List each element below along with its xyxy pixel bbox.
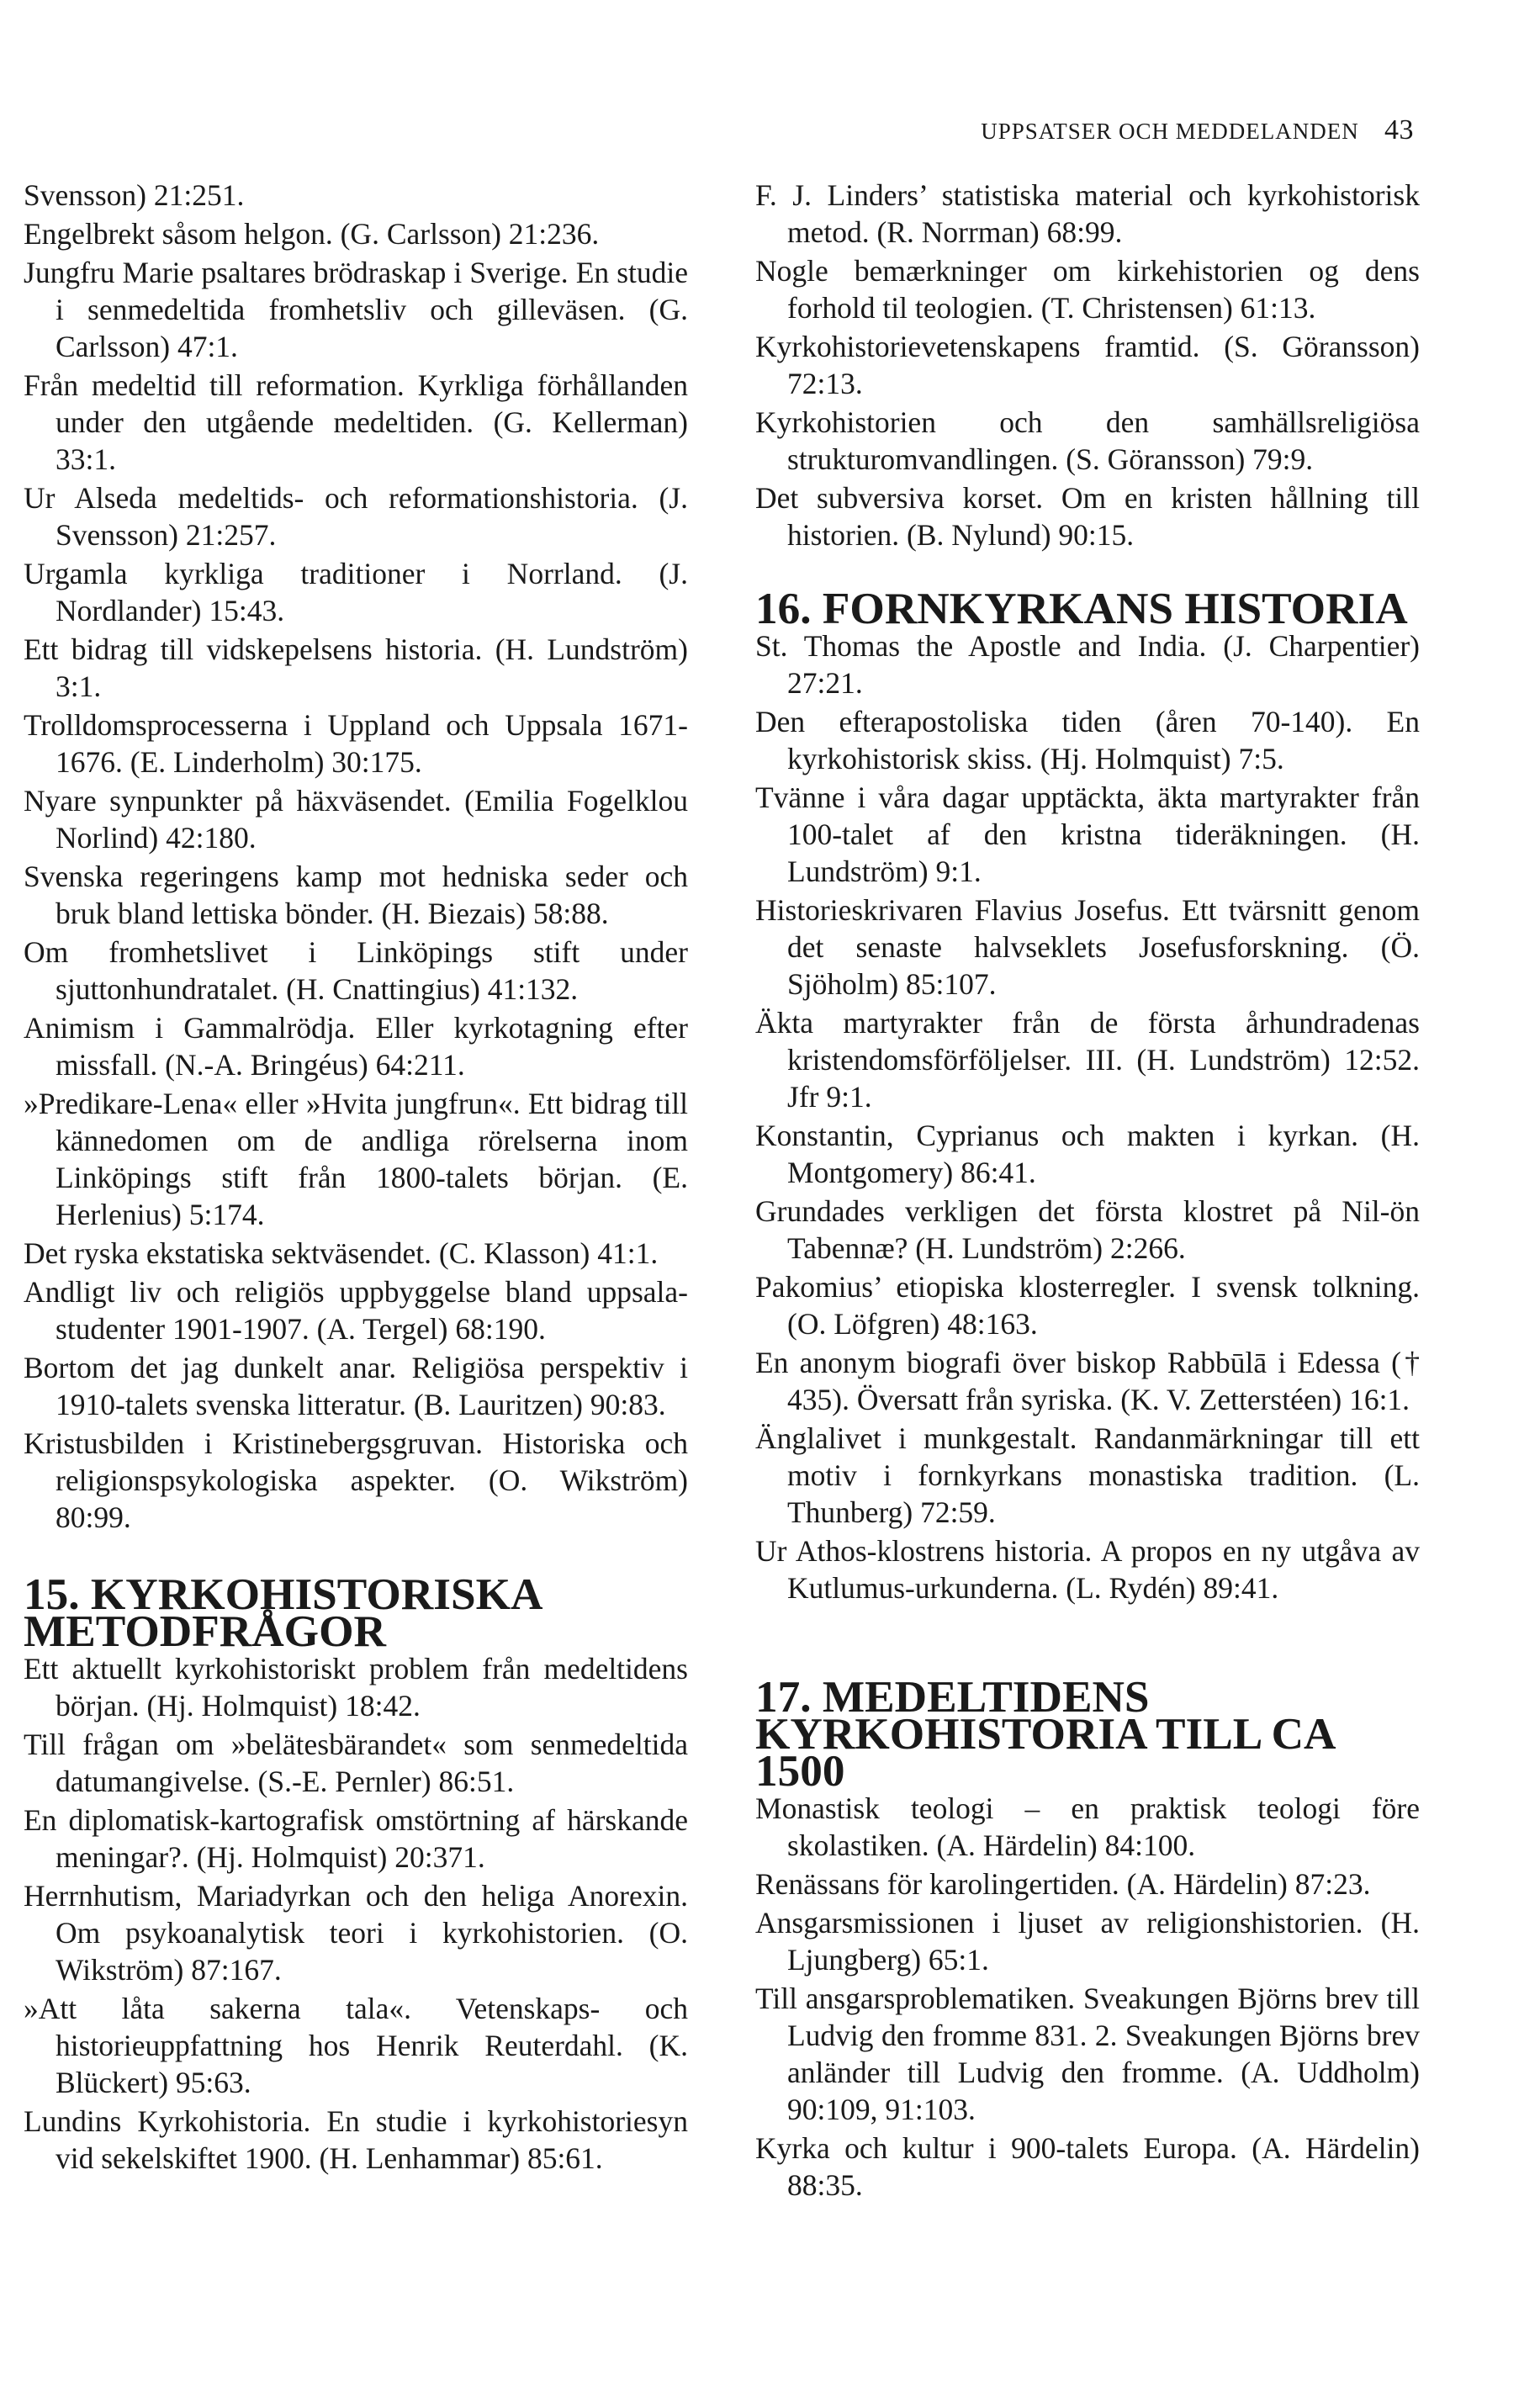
bibliography-entry: Äkta martyrakter från de första århundradenas kristendomsförföljelser. III. (H. Lundström) 12:52. Jfr 9:1. (755, 1006, 1420, 1114)
left-column (24, 177, 688, 2178)
bibliography-entry: Från medeltid till reformation. Kyrkliga förhållanden under den utgående medeltiden. (G. Kellerman) 33:1. (24, 368, 688, 476)
page-number: 43 (1384, 114, 1414, 146)
running-head-title: UPPSATSER OCH MEDDELANDEN (981, 119, 1359, 144)
bibliography-entry: Till frågan om »belätesbärandet« som senmedeltida datumangivelse. (S.-E. Pernler) 86:51. (24, 1728, 688, 1798)
bibliography-entry: Andligt liv och religiös uppbyggelse bland uppsala-studenter 1901-1907. (A. Tergel) 68:190. (24, 1275, 688, 1346)
bibliography-entry: Historieskrivaren Flavius Josefus. Ett tvärsnitt genom det senaste halvseklets Josefusforskning. (Ö. Sjöholm) 85:107. (755, 893, 1420, 1001)
bibliography-entry: Det ryska ekstatiska sektväsendet. (C. Klasson) 41:1. (24, 1236, 659, 1270)
bibliography-entry: Pakomius’ etiopiska klosterregler. I svensk tolkning. (O. Löfgren) 48:163. (755, 1270, 1420, 1341)
section-heading-17: 17. MEDELTIDENS KYRKOHISTORIA TILL CA 1500 (755, 1672, 1334, 1796)
bibliography-entry: Renässans för karolingertiden. (A. Härdelin) 87:23. (755, 1867, 1371, 1901)
bibliography-entry: »Att låta sakerna tala«. Vetenskaps- och historieuppfattning hos Henrik Reuterdahl. (K. Blückert) 95:63. (24, 1992, 688, 2099)
bibliography-entry: Nogle bemærkninger om kirkehistorien og dens forhold til teologien. (T. Christensen) 61:13. (755, 254, 1420, 325)
bibliography-entry: Kyrkohistorien och den samhällsreligiösa strukturomvandlingen. (S. Göransson) 79:9. (755, 405, 1420, 476)
bibliography-entry: En anonym biografi över biskop Rabbūlā i Edessa († 435). Översatt från syriska. (K. V. Zetterstéen) 16:1. (755, 1346, 1420, 1416)
bibliography-entry: Kyrka och kultur i 900-talets Europa. (A. Härdelin) 88:35. (755, 2131, 1420, 2202)
section-heading-15: 15. KYRKOHISTORISKA METODFRÅGOR (24, 1569, 541, 1656)
bibliography-entry: Änglalivet i munkgestalt. Randanmärkningar till ett motiv i fornkyrkans monastiska tradition. (L. Thunberg) 72:59. (755, 1421, 1420, 1529)
bibliography-entry: Svensson) 21:251. (24, 178, 245, 212)
bibliography-entry: Ur Athos-klostrens historia. A propos en ny utgåva av Kutlumus-urkunderna. (L. Rydén) 89:41. (755, 1534, 1420, 1605)
bibliography-entry: En diplomatisk-kartografisk omstörtning af härskande meningar?. (Hj. Holmquist) 20:371. (24, 1803, 688, 1874)
bibliography-entry: Ansgarsmissionen i ljuset av religionshistorien. (H. Ljungberg) 65:1. (755, 1906, 1420, 1977)
bibliography-entry: Grundades verkligen det första klostret på Nil-ön Tabennæ? (H. Lundström) 2:266. (755, 1194, 1420, 1265)
bibliography-entry: St. Thomas the Apostle and India. (J. Charpentier) 27:21. (755, 629, 1420, 700)
bibliography-entry: Animism i Gammalrödja. Eller kyrkotagning efter missfall. (N.-A. Bringéus) 64:211. (24, 1011, 688, 1082)
bibliography-entry: Till ansgarsproblematiken. Sveakungen Björns brev till Ludvig den fromme 831. 2. Sveakungen Björns brev anländer till Ludvig den fromme. (A. Uddholm) 90:109, 91:103. (755, 1982, 1420, 2126)
bibliography-entry: Bortom det jag dunkelt anar. Religiösa perspektiv i 1910-talets svenska litteratur. (B. Lauritzen) 90:83. (24, 1351, 688, 1421)
bibliography-entry: Den efterapostoliska tiden (åren 70-140). En kyrkohistorisk skiss. (Hj. Holmquist) 7:5. (755, 705, 1420, 775)
bibliography-entry: Jungfru Marie psaltares brödraskap i Sverige. En studie i senmedeltida fromhetsliv och gilleväsen. (G. Carlsson) 47:1. (24, 256, 688, 363)
bibliography-entry: Herrnhutism, Mariadyrkan och den heliga Anorexin. Om psykoanalytisk teori i kyrkohistorien. (O. Wikström) 87:167. (24, 1879, 688, 1987)
running-head (981, 114, 1414, 146)
bibliography-entry: »Predikare-Lena« eller »Hvita jungfrun«. Ett bidrag till kännedomen om de andliga rörelserna inom Linköpings stift från 1800-talets början. (E. Herlenius) 5:174. (24, 1087, 688, 1231)
bibliography-entry: Det subversiva korset. Om en kristen hållning till historien. (B. Nylund) 90:15. (755, 481, 1420, 552)
bibliography-entry: Monastisk teologi – en praktisk teologi före skolastiken. (A. Härdelin) 84:100. (755, 1791, 1420, 1862)
bibliography-entry: Ett bidrag till vidskepelsens historia. (H. Lundström) 3:1. (24, 632, 688, 703)
bibliography-entry: Lundins Kyrkohistoria. En studie i kyrkohistoriesyn vid sekelskiftet 1900. (H. Lenhammar) 85:61. (24, 2104, 688, 2175)
bibliography-entry: Nyare synpunkter på häxväsendet. (Emilia Fogelklou Norlind) 42:180. (24, 784, 688, 855)
bibliography-entry: Urgamla kyrkliga traditioner i Norrland. (J. Nordlander) 15:43. (24, 557, 688, 627)
bibliography-entry: Tvänne i våra dagar upptäckta, äkta martyrakter från 100-talet af den kristna tideräkningen. (H. Lundström) 9:1. (755, 781, 1420, 888)
bibliography-entry: Om fromhetslivet i Linköpings stift under sjuttonhundratalet. (H. Cnattingius) 41:132. (24, 935, 688, 1006)
bibliography-entry: Trolldomsprocesserna i Uppland och Uppsala 1671-1676. (E. Linderholm) 30:175. (24, 708, 688, 779)
bibliography-entry: Kyrkohistorievetenskapens framtid. (S. Göransson) 72:13. (755, 330, 1420, 400)
bibliography-entry: Svenska regeringens kamp mot hedniska seder och bruk bland lettiska bönder. (H. Biezais) 58:88. (24, 860, 688, 930)
bibliography-entry: F. J. Linders’ statistiska material och kyrkohistorisk metod. (R. Norrman) 68:99. (755, 178, 1420, 249)
bibliography-entry: Ur Alseda medeltids- och reformationshistoria. (J. Svensson) 21:257. (24, 481, 688, 552)
right-column (755, 177, 1420, 2205)
section-heading-16: 16. FORNKYRKANS HISTORIA (755, 584, 1408, 633)
bibliography-entry: Engelbrekt såsom helgon. (G. Carlsson) 21:236. (24, 217, 600, 251)
bibliography-entry: Kristusbilden i Kristinebergsgruvan. Historiska och religionspsykologiska aspekter. (O. Wikström) 80:99. (24, 1426, 688, 1534)
bibliography-entry: Ett aktuellt kyrkohistoriskt problem från medeltidens början. (Hj. Holmquist) 18:42. (24, 1652, 688, 1723)
bibliography-entry: Konstantin, Cyprianus och makten i kyrkan. (H. Montgomery) 86:41. (755, 1119, 1420, 1189)
